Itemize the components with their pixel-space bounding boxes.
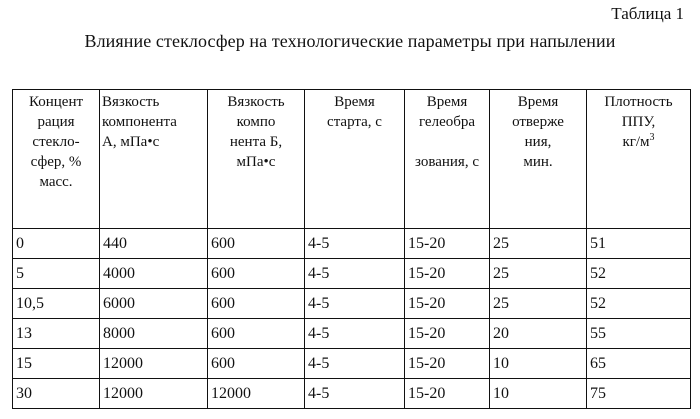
- table-cell: 4-5: [305, 319, 405, 349]
- header-viscosity-b: Вязкость компо нента Б, мПа•с: [208, 90, 305, 229]
- density-unit-exponent: 3: [649, 132, 655, 143]
- table-cell: 15-20: [405, 349, 490, 379]
- header-start-time: Время старта, с: [305, 90, 405, 229]
- table-row: [13, 349, 691, 379]
- header-gel-time: Время гелеобра зования, с: [405, 90, 490, 229]
- table-cell: 0: [13, 229, 100, 259]
- table-cell: 25: [490, 259, 587, 289]
- table-cell: 52: [587, 259, 691, 289]
- table-cell: 15: [13, 349, 100, 379]
- table-caption: Таблица 1: [611, 4, 684, 23]
- table-cell: 600: [208, 229, 305, 259]
- header-row: [13, 90, 691, 229]
- table-cell: 25: [490, 229, 587, 259]
- table-cell: 4000: [100, 259, 208, 289]
- table-row: [13, 379, 691, 409]
- table-cell: 600: [208, 289, 305, 319]
- header-concentration: Концент рация стекло- сфер, % масс.: [13, 90, 100, 229]
- table-cell: 15-20: [405, 229, 490, 259]
- table-cell: 75: [587, 379, 691, 409]
- table-row: [13, 229, 691, 259]
- table-cell: 15-20: [405, 319, 490, 349]
- table-row: [13, 289, 691, 319]
- table-cell: 10,5: [13, 289, 100, 319]
- table-cell: 52: [587, 289, 691, 319]
- table-cell: 10: [490, 379, 587, 409]
- table-cell: 10: [490, 349, 587, 379]
- header-density: Плотность ППУ, $кг/м^3$: [587, 90, 691, 229]
- table-title: Влияние стеклосфер на технологические параметры при напылении: [84, 31, 616, 51]
- table-cell: 25: [490, 289, 587, 319]
- table-cell: 4-5: [305, 259, 405, 289]
- table-cell: 600: [208, 319, 305, 349]
- table-cell: 65: [587, 349, 691, 379]
- table-cell: 4-5: [305, 289, 405, 319]
- table-cell: 440: [100, 229, 208, 259]
- table-cell: 4-5: [305, 229, 405, 259]
- table-cell: 15-20: [405, 289, 490, 319]
- table-row: [13, 259, 691, 289]
- table-cell: 12000: [100, 349, 208, 379]
- table-cell: 12000: [100, 379, 208, 409]
- table-cell: 13: [13, 319, 100, 349]
- table-row: [13, 319, 691, 349]
- density-unit: кг/м: [622, 134, 650, 150]
- header-viscosity-a: Вязкость компонента А, мПа•с: [100, 90, 208, 229]
- table-cell: 15-20: [405, 379, 490, 409]
- data-table: [12, 89, 691, 409]
- table-cell: 55: [587, 319, 691, 349]
- table-cell: 5: [13, 259, 100, 289]
- table-cell: 6000: [100, 289, 208, 319]
- table-cell: 12000: [208, 379, 305, 409]
- table-cell: 600: [208, 349, 305, 379]
- table-cell: 51: [587, 229, 691, 259]
- table-cell: 4-5: [305, 379, 405, 409]
- table-cell: 600: [208, 259, 305, 289]
- table-cell: 15-20: [405, 259, 490, 289]
- table-cell: 30: [13, 379, 100, 409]
- table-cell: 20: [490, 319, 587, 349]
- table-cell: 4-5: [305, 349, 405, 379]
- table-cell: 8000: [100, 319, 208, 349]
- header-cure-time: Время отверже ния, мин.: [490, 90, 587, 229]
